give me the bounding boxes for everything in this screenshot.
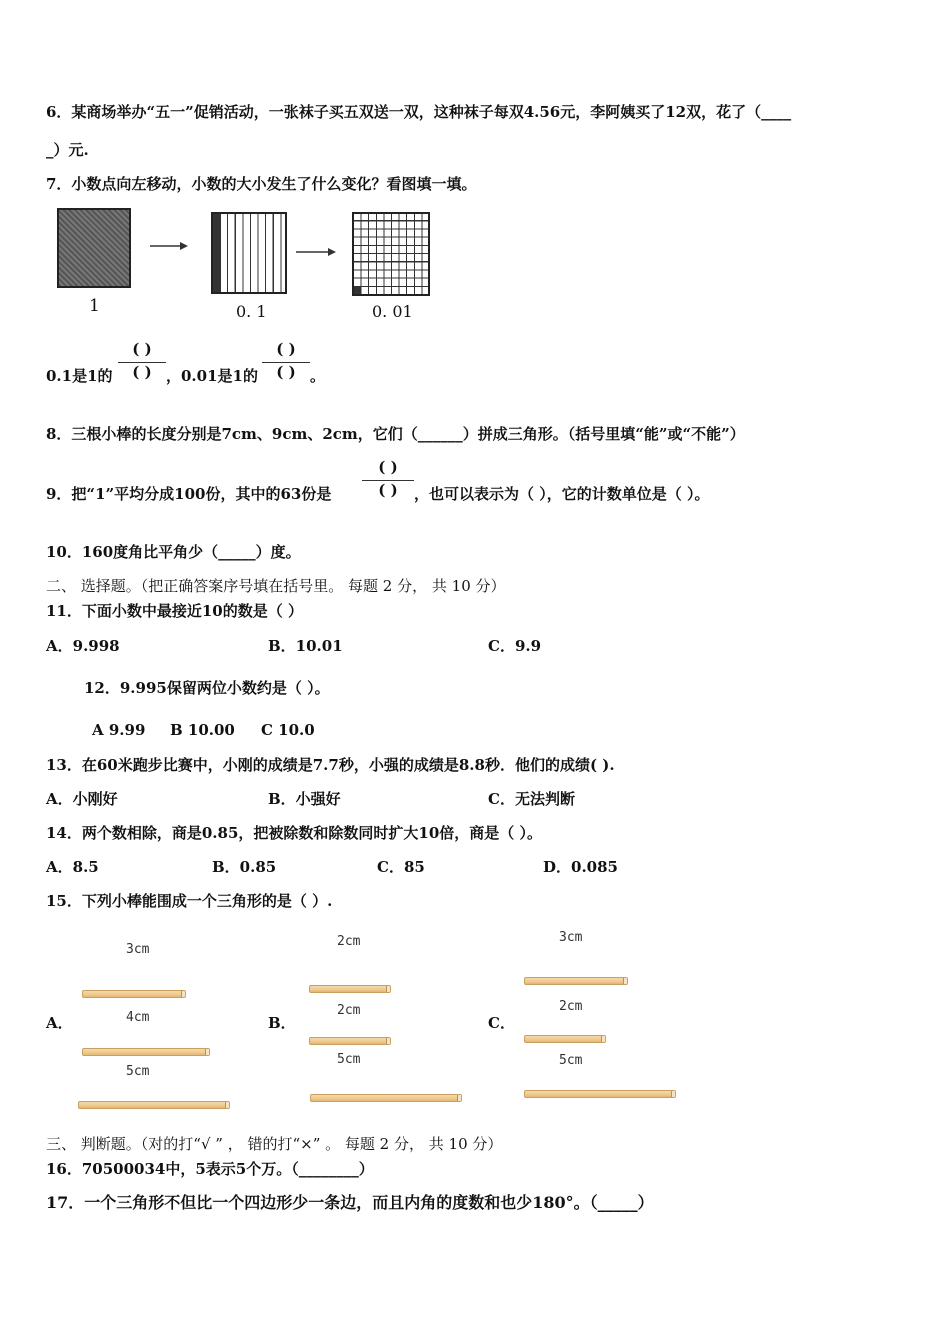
q13-stem: 13．在60米跑步比赛中，小刚的成绩是7.7秒，小强的成绩是8.8秒．他们的成绩( ). [46,756,615,774]
q12-option-b[interactable]: B 10.00 [170,721,235,739]
q7-fraction-1 [118,340,166,381]
q15-option-a-label[interactable]: A． [46,1014,73,1032]
label-tenth: 0. 1 [236,302,267,321]
q12-stem: 12．9.995保留两位小数约是（ ）。 [84,679,330,697]
stick-length-label: 3cm [559,930,583,945]
q12-option-a[interactable]: A 9.99 [92,721,146,739]
q14-option-d[interactable]: D．0.085 [543,858,618,876]
q14-option-a[interactable]: A．8.5 [46,858,99,876]
q17: 17．一个三角形不但比一个四边形少一条边，而且内角的度数和也少180°。（_____） [46,1193,654,1212]
q7-fraction-2 [262,340,310,381]
q15-stem: 15．下列小棒能围成一个三角形的是（ ）. [46,892,333,910]
fraction-denominator[interactable]: ( ) [262,362,310,381]
tenths-figure [211,212,287,294]
q14-option-b[interactable]: B．0.85 [212,858,277,876]
section-3-heading: 三、 判断题。（对的打“√ ” ， 错的打“×” 。 每题 2 分， 共 10 分） [46,1135,503,1153]
q11-option-a[interactable]: A．9.998 [46,637,120,655]
fraction-denominator[interactable]: ( ) [118,362,166,381]
stick-length-label: 2cm [337,934,361,949]
stick-length-label: 5cm [126,1064,150,1079]
stick-3cm [82,990,186,998]
q12-option-c[interactable]: C 10.0 [261,721,315,739]
stick-2cm [309,1037,391,1045]
fraction-numerator[interactable]: ( ) [378,458,398,476]
q13-option-c[interactable]: C．无法判断 [488,790,575,808]
q11-option-b[interactable]: B．10.01 [268,637,343,655]
q6-line2: _）元. [46,141,89,159]
q14-stem: 14．两个数相除，商是0.85，把被除数和除数同时扩大10倍，商是（ ）。 [46,824,543,842]
fraction-numerator[interactable]: ( ) [132,340,152,358]
q11-option-c[interactable]: C．9.9 [488,637,542,655]
stick-length-label: 5cm [337,1052,361,1067]
q7-text-a: 0.1是1的 [46,367,113,385]
q13-option-b[interactable]: B．小强好 [268,790,341,808]
q7-text-c: 。 [310,367,326,385]
stick-5cm [524,1090,676,1098]
stick-4cm [82,1048,210,1056]
q8: 8．三根小棒的长度分别是7cm、9cm、2cm，它们（______）拼成三角形。（括号里填“能”或“不能”） [46,425,745,443]
fraction-denominator[interactable]: ( ) [362,480,414,499]
stick-5cm [310,1094,462,1102]
hundredths-figure [352,212,430,296]
q11-stem: 11．下面小数中最接近10的数是（ ） [46,602,303,620]
q13-option-a[interactable]: A．小刚好 [46,790,118,808]
arrow-right-icon [296,244,336,260]
q9-fraction [362,458,414,499]
q6-line1: 6．某商场举办“五一”促销活动，一张袜子买五双送一双，这种袜子每双4.56元，李阿姨买了12双，花了（____ [46,103,792,121]
stick-length-label: 4cm [126,1010,150,1025]
stick-5cm [78,1101,230,1109]
label-one: 1 [89,296,100,316]
q15-option-b-label[interactable]: B． [268,1014,296,1032]
fraction-numerator[interactable]: ( ) [276,340,296,358]
q10: 10．160度角比平角少（_____）度。 [46,543,301,561]
q16: 16．70500034中，5表示5个万。（________） [46,1160,374,1178]
q7-prompt: 7．小数点向左移动，小数的大小发生了什么变化？看图填一填。 [46,175,477,193]
stick-length-label: 3cm [126,942,150,957]
q14-option-c[interactable]: C．85 [377,858,425,876]
q15-option-c-label[interactable]: C． [488,1014,515,1032]
label-hundredth: 0. 01 [372,302,413,321]
stick-length-label: 2cm [337,1003,361,1018]
stick-2cm [524,1035,606,1043]
stick-3cm [524,977,628,985]
q7-text-b: ，0.01是1的 [166,367,258,385]
section-2-heading: 二、 选择题。（把正确答案序号填在括号里。 每题 2 分， 共 10 分） [46,577,506,595]
unit-square-figure [57,208,131,288]
stick-length-label: 5cm [559,1053,583,1068]
q9-post: ，也可以表示为（ ），它的计数单位是（ ）。 [414,485,710,503]
stick-2cm [309,985,391,993]
q9-pre: 9．把“1”平均分成100份，其中的63份是 [46,485,332,503]
arrow-right-icon [150,238,188,254]
stick-length-label: 2cm [559,999,583,1014]
